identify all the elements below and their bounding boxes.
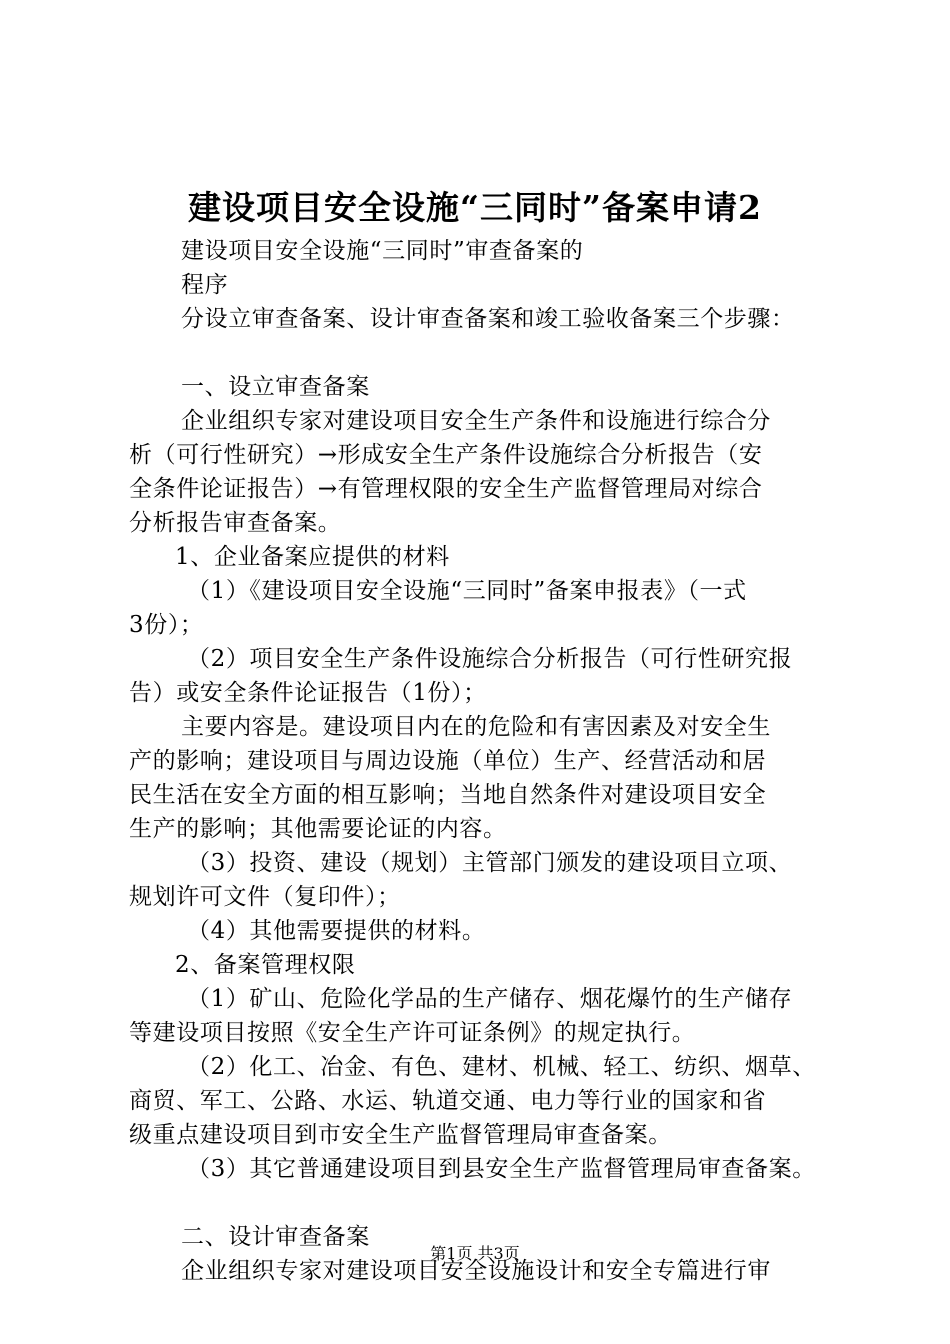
paragraph-line: （2）化工、冶金、有色、建材、机械、轻工、纺织、烟草、 [187, 1054, 816, 1080]
paragraph-line: 生产的影响；其他需要论证的内容。 [129, 816, 507, 842]
section-heading: 一、设立审查备案 [181, 374, 370, 400]
paragraph-line: 告）或安全条件论证报告（1份）； [129, 680, 487, 706]
paragraph-line: 程序 [181, 272, 229, 298]
paragraph-line: 分设立审查备案、设计审查备案和竣工验收备案三个步骤： [181, 306, 795, 332]
paragraph-line: 商贸、军工、公路、水运、轨道交通、电力等行业的国家和省 [129, 1088, 767, 1114]
document-body [129, 234, 829, 1288]
paragraph-line: 3份）； [129, 612, 204, 638]
subsection-heading: 2、备案管理权限 [175, 952, 356, 978]
paragraph-line: 民生活在安全方面的相互影响；当地自然条件对建设项目安全 [129, 782, 767, 808]
document-title: 建设项目安全设施“三同时”备案申请2 [188, 188, 762, 227]
paragraph-line: 析（可行性研究）→形成安全生产条件设施综合分析报告（安 [129, 442, 763, 468]
paragraph-line: 产的影响；建设项目与周边设施（单位）生产、经营活动和居 [129, 748, 767, 774]
paragraph-line: （3）投资、建设（规划）主管部门颁发的建设项目立项、 [187, 850, 793, 876]
subsection-heading: 1、企业备案应提供的材料 [175, 544, 450, 570]
paragraph-line: （4）其他需要提供的材料。 [187, 918, 486, 944]
paragraph-line: 分析报告审查备案。 [129, 510, 342, 536]
page-footer: 第1页 共3页 [430, 1244, 520, 1263]
paragraph-line: 企业组织专家对建设项目安全生产条件和设施进行综合分 [181, 408, 771, 434]
paragraph-line: （1）《建设项目安全设施“三同时”备案申报表》（一式 [187, 578, 747, 604]
paragraph-line: 建设项目安全设施“三同时”审查备案的 [181, 238, 584, 264]
paragraph-line: 主要内容是。建设项目内在的危险和有害因素及对安全生 [181, 714, 771, 740]
blank-line [129, 1186, 829, 1220]
paragraph-line: （3）其它普通建设项目到县安全生产监督管理局审查备案。 [187, 1156, 816, 1182]
paragraph-line: 级重点建设项目到市安全生产监督管理局审查备案。 [129, 1122, 672, 1148]
paragraph-line: （1）矿山、危险化学品的生产储存、烟花爆竹的生产储存 [187, 986, 793, 1012]
paragraph-line: 规划许可文件（复印件）； [129, 884, 401, 910]
paragraph-line: （2）项目安全生产条件设施综合分析报告（可行性研究报 [187, 646, 793, 672]
blank-line [129, 336, 829, 370]
paragraph-line: 企业组织专家对建设项目安全设施设计和安全专篇进行审 [181, 1258, 771, 1284]
section-heading: 二、设计审查备案 [181, 1224, 370, 1250]
paragraph-line: 全条件论证报告）→有管理权限的安全生产监督管理局对综合 [129, 476, 763, 502]
paragraph-line: 等建设项目按照《安全生产许可证条例》的规定执行。 [129, 1020, 696, 1046]
